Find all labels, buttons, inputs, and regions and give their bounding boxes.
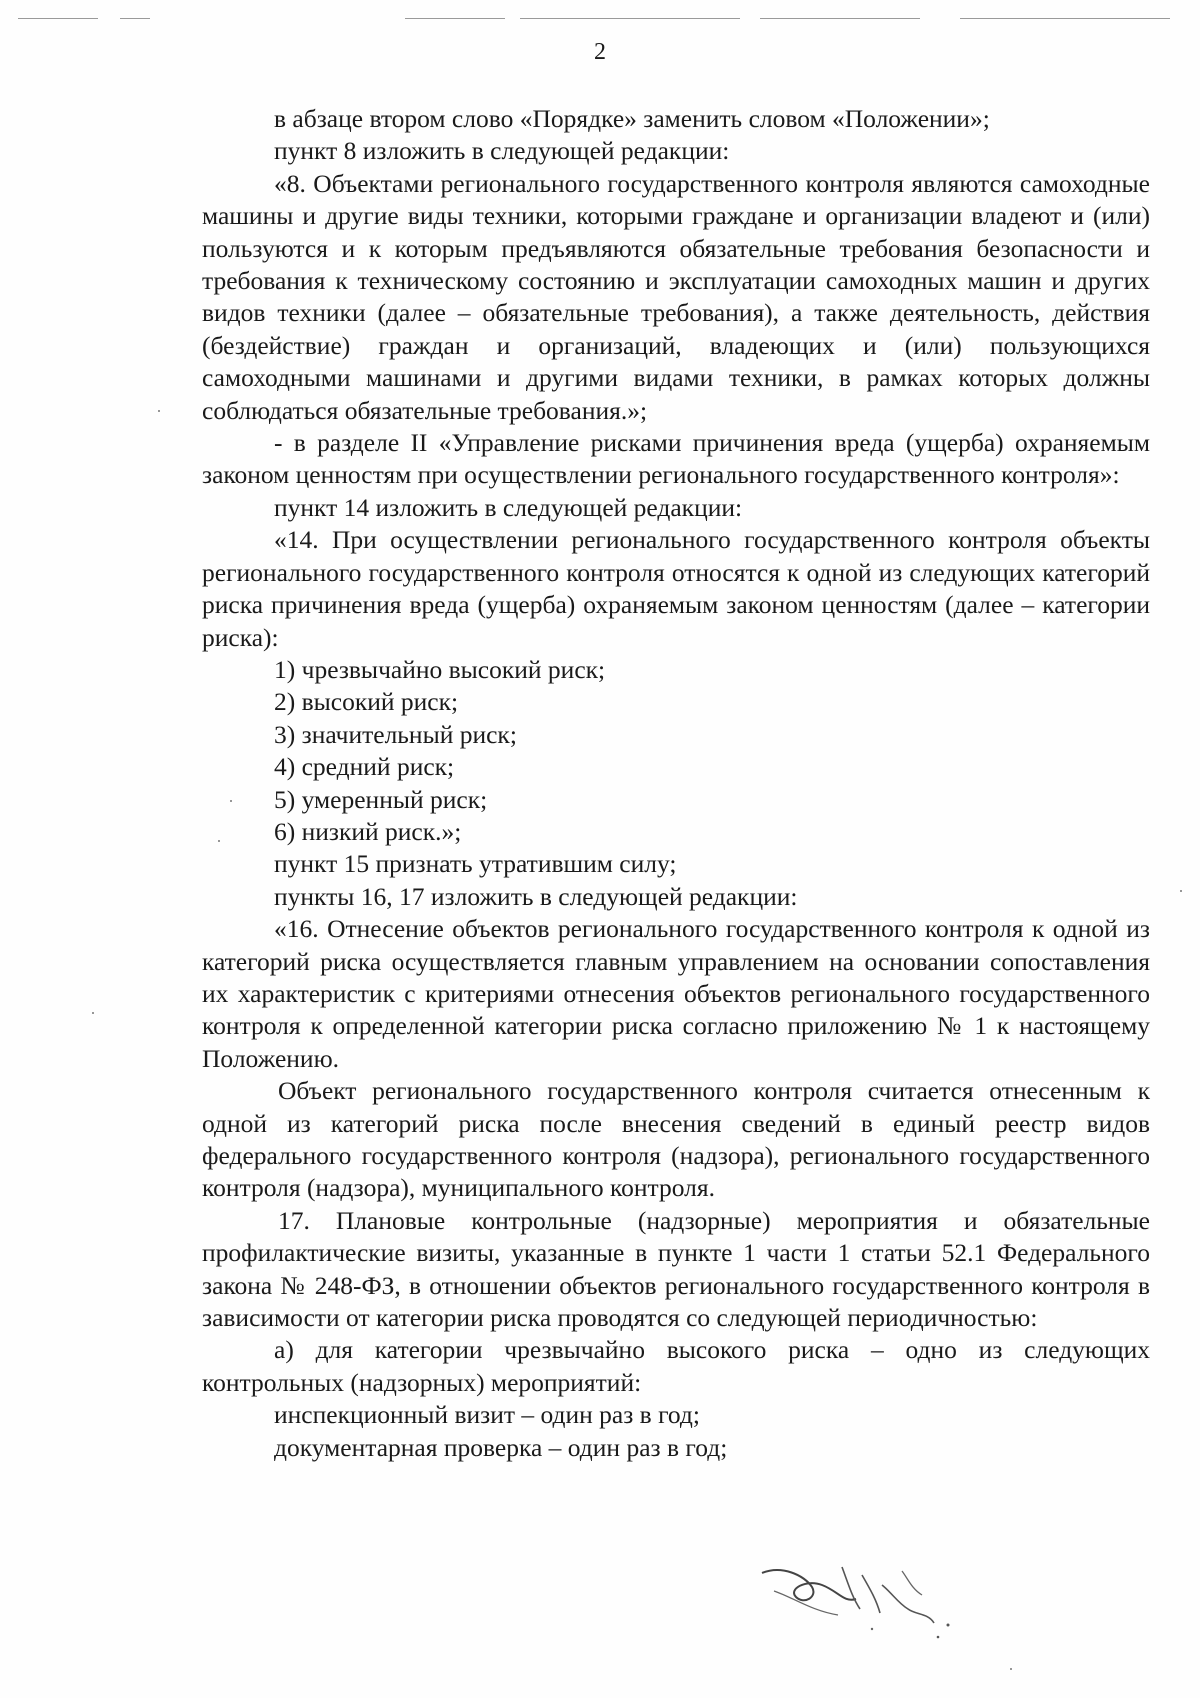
scan-artifact-line (120, 18, 150, 19)
paragraph: пункт 8 изложить в следующей редакции: (274, 136, 730, 166)
scan-speck (218, 840, 220, 842)
paragraph: инспекционный визит – один раз в год; (274, 1400, 700, 1430)
scan-speck (158, 410, 160, 412)
scan-artifact-line (960, 18, 1170, 19)
list-item: 6) низкий риск.»; (274, 816, 462, 846)
paragraph: в абзаце втором слово «Порядке» заменить словом «Положении»; (274, 104, 990, 133)
scan-speck (1180, 890, 1182, 892)
scan-speck (92, 1012, 94, 1014)
paragraph: 17. Плановые контрольные (надзорные) мероприятия и обязательные профилактические визиты, указанные в пункте 1 части 1 статьи 52.1 Федерального закона № 248-ФЗ, в отношении объектов регионального государственного контроля в зависимости от категории риска проводятся со следующей периодичностью: (202, 1205, 1150, 1333)
list-item: 2) высокий риск; (274, 687, 459, 717)
scan-artifact-line (18, 18, 98, 19)
paragraph: а) для категории чрезвычайно высокого риска – одно из следующих контрольных (надзорных) мероприятий: (202, 1335, 1150, 1397)
list-item: 4) средний риск; (274, 752, 455, 782)
paragraph: «14. При осуществлении регионального государственного контроля объекты регионального государственного контроля относятся к одной из следующих категорий риска причинения вреда (ущерба) охраняемым законом ценностям (далее – категории риска): (202, 525, 1150, 652)
scan-artifact-line (760, 18, 920, 19)
paragraph: «8. Объектами регионального государственного контроля являются самоходные машины и другие виды техники, которыми граждане и организации владеют и (или) пользуются и к которым предъявляются обязательные требования безопасности и требования к техническому состоянию и эксплуатации самоходных машин и других видов техники (далее – обязательные требования), а также деятельность, действия (бездействие) граждан и организаций, владеющих и (или) пользующихся самоходными машинами и другими видами техники, в рамках которых должны соблюдаться обязательные требования.»; (202, 168, 1150, 425)
paragraph: Объект регионального государственного контроля считается отнесенным к одной из категорий риска после внесения сведений в единый реестр видов федерального государственного контроля (надзора), регионального государственного контроля (надзора), муниципального контроля. (202, 1076, 1150, 1203)
paragraph: пункты 16, 17 изложить в следующей редакции: (274, 881, 798, 911)
paragraph: «16. Отнесение объектов регионального государственного контроля к одной из категорий риска осуществляется главным управлением на основании сопоставления их характеристик с критериями отнесения объектов регионального государственного контроля к определенной категории риска согласно приложению № 1 к настоящему Положению. (202, 914, 1150, 1073)
list-item: 3) значительный риск; (274, 719, 517, 749)
page-number: 2 (594, 39, 606, 65)
list-item: 1) чрезвычайно высокий риск; (274, 654, 606, 684)
paragraph: пункт 14 изложить в следующей редакции: (274, 492, 743, 522)
handwritten-signature (752, 1545, 972, 1655)
paragraph: - в разделе II «Управление рисками причинения вреда (ущерба) охраняемым законом ценностям при осуществлении регионального государственного контроля»: (202, 428, 1150, 490)
scan-speck (1010, 1668, 1012, 1670)
scan-artifact-line (405, 18, 505, 19)
document-body (202, 103, 1150, 1464)
list-item: 5) умеренный риск; (274, 784, 488, 814)
scan-speck (230, 800, 232, 802)
paragraph: документарная проверка – один раз в год; (274, 1432, 728, 1462)
scan-artifact-line (520, 18, 740, 19)
paragraph: пункт 15 признать утратившим силу; (274, 849, 677, 879)
